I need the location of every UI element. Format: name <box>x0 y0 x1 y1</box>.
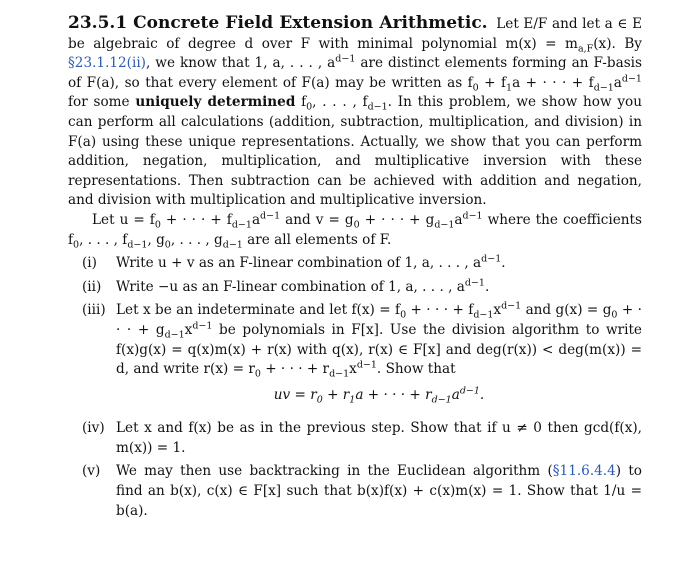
setup-paragraph <box>68 211 642 250</box>
item-sub: 0 <box>400 310 407 322</box>
equation-text: uv = r <box>273 386 317 403</box>
intro-text: Let E/F and let a ∈ E be algebraic of degree d over F with minimal polynomial m(x) = m <box>68 16 643 52</box>
intro-sub: a,F <box>577 43 594 55</box>
equation-sub: d−1 <box>431 394 452 406</box>
item-sup: d−1 <box>481 253 502 265</box>
equation-sup: d−1 <box>459 385 480 397</box>
reference-link-11-6-4-4[interactable]: §11.6.4.4 <box>552 463 616 480</box>
item-text: . Show that <box>376 361 456 378</box>
item-sup: d−1 <box>192 320 213 332</box>
item-sub: 0 <box>611 310 618 322</box>
intro-sub: 0 <box>306 102 313 114</box>
setup-text: , . . . , f <box>79 231 128 248</box>
item-text: ) to find an b(x), c(x) ∈ F[x] such that b(x)f(x) + c(x)m(x) = 1. Show that 1/u = b(a). <box>116 463 642 519</box>
setup-text: where the coefficients f <box>68 211 642 248</box>
setup-sup: d−1 <box>462 210 483 222</box>
setup-text: + · · · + g <box>359 211 435 228</box>
equation-text: a + · · · + r <box>355 386 432 403</box>
intro-sup: d−1 <box>621 73 642 85</box>
item-label: (ii) <box>82 278 102 295</box>
exercise-item-v <box>82 462 642 521</box>
setup-text: a <box>251 211 261 228</box>
equation-text: + r <box>322 386 350 403</box>
equation-sub: 1 <box>349 394 356 406</box>
setup-sub: d−1 <box>222 239 243 251</box>
intro-text: , we know that 1, a, . . . , a <box>146 55 336 72</box>
item-body: Let x and f(x) be as in the previous step. Show that if u ≠ 0 then gcd(f(x), m(x)) = 1. <box>116 420 642 456</box>
item-text: + · · · + g <box>116 302 642 338</box>
item-paragraph <box>116 301 642 379</box>
display-equation <box>116 386 642 406</box>
item-body <box>116 278 642 298</box>
item-text: x <box>349 361 357 378</box>
setup-sub: d−1 <box>434 219 455 231</box>
intro-text: a + · · · + f <box>512 74 594 91</box>
intro-paragraph <box>68 14 642 211</box>
item-text: . <box>501 255 506 272</box>
setup-text: a <box>454 211 463 228</box>
intro-sub: 0 <box>472 82 479 94</box>
emphasis-uniquely-determined: uniquely determined <box>135 94 296 111</box>
equation-text: . <box>479 386 485 403</box>
item-label: (v) <box>82 463 101 480</box>
intro-text: are distinct elements forming an F-basis of F(a), so that every element of F(a) may be written as f <box>68 55 642 91</box>
setup-text: , g <box>147 231 165 248</box>
exercise-item-iii <box>82 301 642 415</box>
intro-text: a <box>613 74 622 91</box>
setup-sub: 0 <box>164 239 171 251</box>
item-text: Write −u as an F-linear combination of 1, a, . . . , a <box>116 278 465 295</box>
item-sup: d−1 <box>501 300 522 312</box>
equation-text: a <box>451 386 460 403</box>
item-text: + · · · + r <box>260 361 330 378</box>
exercise-item-ii <box>82 278 642 298</box>
setup-sub: 0 <box>73 239 80 251</box>
item-sub: d−1 <box>329 368 350 380</box>
intro-text: , . . . , f <box>312 94 368 111</box>
intro-text: (x). By <box>593 35 642 52</box>
item-sup: d−1 <box>356 359 377 371</box>
intro-text: + f <box>478 74 507 91</box>
item-label: (iii) <box>82 302 106 319</box>
item-label: (iv) <box>82 420 105 437</box>
intro-text: f <box>295 94 307 111</box>
item-text: + · · · + f <box>406 302 474 319</box>
setup-text: Let u = f <box>92 211 155 228</box>
intro-text: . In this problem, we show how you can perform all calculations (addition, subtraction, multiplication, and division) in F(a) using these unique representations. Actually, we show that you can perform addition, negation, multiplication, and multiplicative inversion with these representations. Then subtraction can be achieved with addition and negation, and division with multiplication and multiplicative inversion. <box>68 94 642 209</box>
section-number: 23.5.1 <box>68 13 128 33</box>
item-sup: d−1 <box>464 277 485 289</box>
item-body <box>116 301 642 415</box>
equation-sub: 0 <box>316 394 323 406</box>
item-sub: d−1 <box>164 329 185 341</box>
item-text: . <box>484 278 490 295</box>
intro-sub: d−1 <box>367 102 388 114</box>
setup-text: are all elements of F. <box>242 231 392 248</box>
item-text: Let x be an indeterminate and let f(x) = f <box>116 302 401 319</box>
item-text: We may then use backtracking in the Euclidean algorithm ( <box>116 463 553 480</box>
reference-link-23-1-12[interactable]: §23.1.12(ii) <box>68 55 146 72</box>
item-text: and g(x) = g <box>521 302 612 319</box>
exercise-item-iv <box>82 419 642 458</box>
intro-text: for some <box>68 94 136 111</box>
intro-sup: d−1 <box>335 53 356 65</box>
item-text: be polynomials in F[x]. Use the division algorithm to write f(x)g(x) = q(x)m(x) + r(x) with q(x), r(x) ∈ F[x] and deg(r(x)) < deg(m(x)) = d, and write r(x) = r <box>116 321 642 378</box>
setup-sup: d−1 <box>260 210 281 222</box>
setup-sub: d−1 <box>231 219 252 231</box>
intro-sub: 1 <box>506 82 513 94</box>
setup-text: + · · · + f <box>160 211 232 228</box>
item-body <box>116 254 642 274</box>
item-text: Write u + v as an F-linear combination of 1, a, . . . , a <box>116 255 482 272</box>
item-text: x <box>493 302 502 319</box>
item-label: (i) <box>82 255 97 272</box>
setup-sub: d−1 <box>127 239 148 251</box>
setup-sub: 0 <box>353 219 360 231</box>
exercise-item-i <box>82 254 642 274</box>
setup-sub: 0 <box>154 219 161 231</box>
item-sub: 0 <box>254 368 261 380</box>
setup-text: and v = g <box>280 211 354 228</box>
item-sub: d−1 <box>473 310 494 322</box>
section-title: Concrete Field Extension Arithmetic. <box>133 13 488 33</box>
intro-sub: d−1 <box>593 82 614 94</box>
item-text: x <box>184 321 193 338</box>
setup-text: , . . . , g <box>170 231 223 248</box>
item-body <box>116 462 642 521</box>
